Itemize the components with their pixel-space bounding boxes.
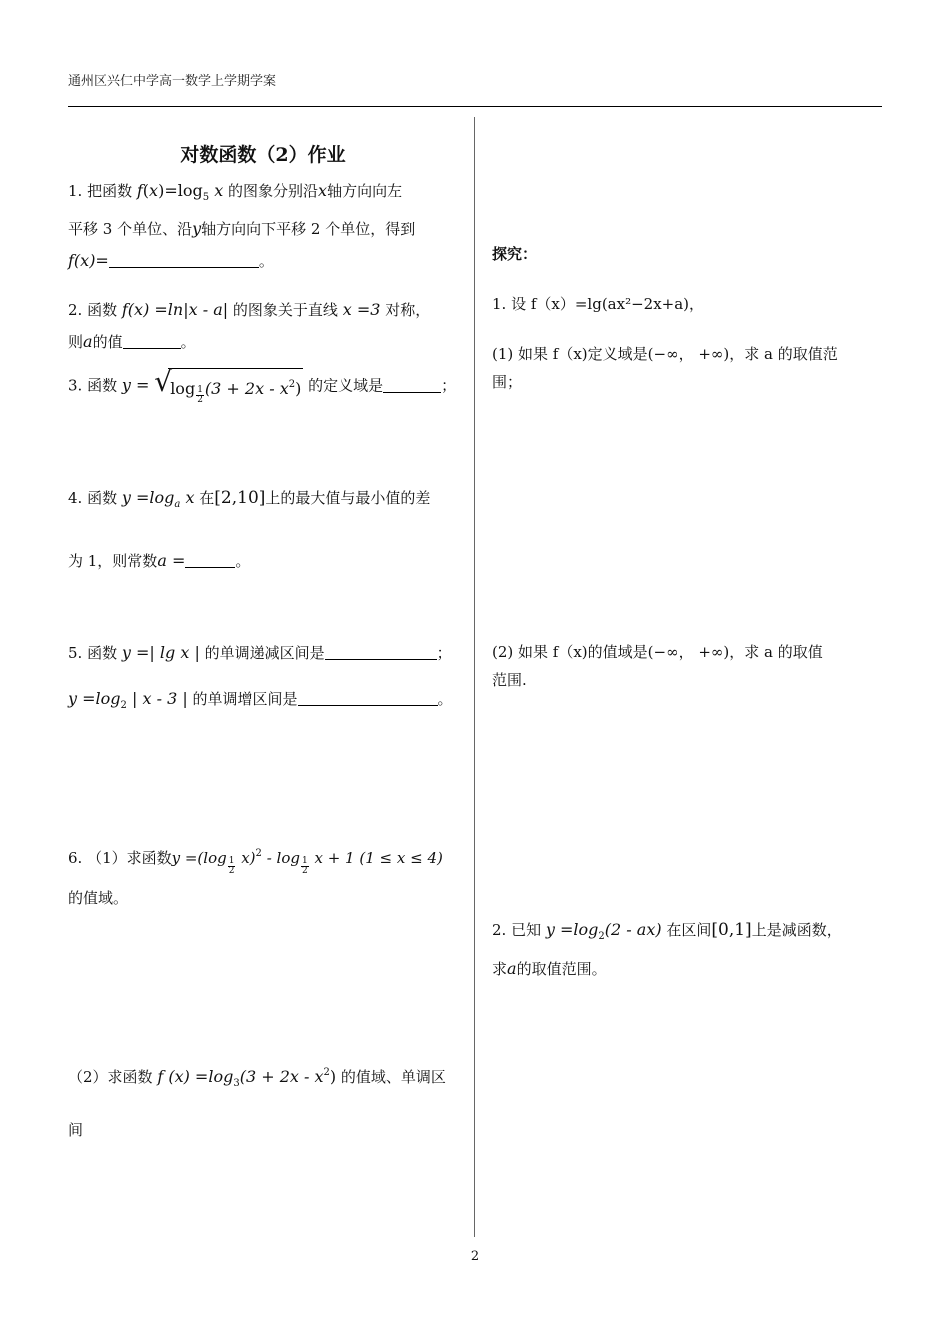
q1-x: x [149, 181, 159, 200]
e2-interval: [0,1] [711, 920, 752, 940]
page-number: 2 [470, 1249, 480, 1264]
q5-prefix: 5. 函数 [68, 644, 118, 662]
column-divider [474, 117, 475, 1237]
q6a-den2: 2 [301, 866, 308, 876]
explore-1-part-2 [492, 638, 884, 694]
q6a-frac-2 [301, 857, 309, 876]
q4-base: a [174, 499, 181, 510]
q1-eq: =log [164, 181, 203, 200]
q6a-sq: 2 [255, 848, 262, 859]
q3-den: 2 [197, 395, 203, 405]
q6a-domain: (1 ≤ x ≤ 4) [359, 849, 443, 867]
e2-text2: 上是减函数， [751, 921, 842, 939]
explore-1 [492, 290, 884, 318]
q2-formula [122, 300, 228, 319]
q2-text1: 的图象关于直线 [232, 301, 338, 319]
q6b-formula [157, 1067, 337, 1089]
q3-frac [196, 386, 204, 405]
q3-radicand [168, 368, 303, 405]
explore-heading: 探究： [492, 245, 538, 263]
q1-line2b: 轴方向向下平移 2 个单位，得到 [201, 220, 416, 238]
q6b-fb: (3 + 2x - x [239, 1067, 324, 1086]
question-6-part-2 [68, 1050, 460, 1153]
q6a-fa: y =(log [171, 849, 227, 867]
question-6-part-1 [68, 834, 460, 918]
q6a-num1: 1 [228, 856, 235, 866]
q2-line2a: 则 [68, 333, 84, 351]
e2-formula [545, 920, 662, 942]
q1-text2: 轴方向向左 [327, 182, 403, 200]
q3-prefix: 3. 函数 [68, 376, 118, 395]
q6a-frac-1 [228, 857, 236, 876]
q3-text: 的定义域是 [308, 376, 384, 395]
q4-answer-blank[interactable] [185, 551, 235, 568]
q5-end2: 。 [437, 690, 453, 708]
q6b-close: ) [329, 1067, 337, 1086]
q4-end: 。 [235, 552, 251, 570]
q1-formula [136, 181, 224, 203]
q5-end1: ； [436, 644, 452, 662]
q1-line3-lhs: f(x)= [68, 251, 109, 270]
q3-answer-blank[interactable] [383, 376, 441, 393]
q6b-text: 的值域、单调区 [340, 1068, 446, 1086]
q2-answer-blank[interactable] [123, 332, 181, 349]
q6a-formula [171, 848, 443, 876]
q2-line2b: 的值 [92, 333, 123, 351]
header-divider [68, 106, 882, 107]
q6a-prefix: 6. （1）求函数 [68, 849, 172, 867]
header-title: 通州区兴仁中学高一数学上学期学案 [68, 74, 277, 89]
q4-text1: 在 [199, 489, 215, 507]
q5-text2: 的单调增区间是 [192, 690, 298, 708]
e1-line: 1. 设 f（x）=lg(ax²−2x+a)， [492, 295, 705, 313]
q5-f2base: 2 [120, 700, 127, 711]
q2-text2: 对称， [385, 301, 431, 319]
q1-f: f [136, 181, 143, 200]
question-3 [68, 365, 460, 405]
page-title: 对数函数（2）作业 [180, 144, 346, 166]
e2-fa: y =log [545, 920, 599, 939]
q6a-fc: - log [261, 849, 300, 867]
q2-end: 。 [180, 333, 196, 351]
q3-lhs: y = [121, 375, 150, 395]
q6a-fb: x) [236, 849, 256, 867]
q4-line2a: 为 1，则常数 [68, 552, 158, 570]
explore-2 [492, 914, 884, 985]
q1-text1: 的图象分别沿 [228, 182, 319, 200]
q5-formula-1: y =| lg x | [121, 643, 200, 662]
q4-prefix: 4. 函数 [68, 489, 118, 507]
q2-line: x =3 [342, 300, 381, 319]
q4-interval: [2,10] [214, 488, 266, 508]
e2-a: a [507, 959, 517, 978]
q4-lhs: y =log [121, 488, 175, 507]
q2-ln: (x) =ln [127, 300, 184, 319]
q3-log: log [170, 379, 196, 398]
q2-a: a [83, 332, 93, 351]
q4-arg: x [185, 488, 195, 507]
q3-end: ； [441, 376, 457, 395]
q6b-line2: 间 [68, 1121, 84, 1139]
q6b-base: 3 [233, 1078, 240, 1089]
q3-sq: 2 [288, 379, 296, 390]
q5-f2a: y =log [68, 689, 121, 708]
q3-close: ) [295, 379, 302, 398]
q1-prefix: 1. 把函数 [68, 182, 133, 200]
question-2 [68, 294, 460, 358]
q1-axis-y: y [192, 219, 202, 238]
e1-sub2-a: (2) 如果 f（x)的值域是(−∞， +∞)，求 a 的取值 [492, 643, 823, 661]
q6a-line2: 的值域。 [68, 889, 129, 907]
e2-fb: (2 - ax) [604, 920, 662, 939]
q1-end: 。 [258, 252, 274, 270]
q2-f: f [121, 300, 128, 319]
q4-a-eq: a = [157, 551, 186, 570]
q3-arg: (3 + 2x - x [204, 379, 289, 398]
e1-sub1-b: 围； [492, 373, 523, 391]
e2-base: 2 [598, 931, 605, 942]
q6b-sq: 2 [323, 1067, 330, 1078]
question-1 [68, 175, 460, 277]
q4-formula [121, 488, 195, 510]
e2-line2a: 求 [492, 960, 508, 978]
question-4 [68, 470, 460, 589]
q4-text2: 上的最大值与最小值的差 [265, 489, 431, 507]
q2-prefix: 2. 函数 [68, 301, 118, 319]
q6a-den1: 2 [228, 866, 235, 876]
q5-answer-blank-2[interactable] [298, 689, 438, 706]
q1-answer-blank[interactable] [109, 251, 259, 268]
q5-formula-2 [68, 689, 188, 711]
e2-text1: 在区间 [666, 921, 712, 939]
q3-num: 1 [197, 385, 203, 395]
q6b-prefix: （2）求函数 [68, 1068, 153, 1086]
explore-1-part-1 [492, 340, 884, 396]
q1-arg: x [214, 181, 224, 200]
q6a-fd: x + 1 [309, 849, 355, 867]
e1-sub1-a: (1) 如果 f（x)定义域是(−∞， +∞)，求 a 的取值范 [492, 345, 838, 363]
q5-f2b: | x - 3 | [126, 689, 188, 708]
e2-prefix: 2. 已知 [492, 921, 542, 939]
q5-answer-blank-1[interactable] [325, 643, 437, 660]
e2-line2b: 的取值范围。 [516, 960, 607, 978]
question-5 [68, 630, 460, 729]
q5-text1: 的单调递减区间是 [204, 644, 325, 662]
sqrt-symbol-icon: √ [154, 365, 173, 398]
q1-line2a: 平移 3 个单位、沿 [68, 220, 193, 238]
q1-base: 5 [202, 192, 210, 203]
q2-abs: |x - a| [183, 300, 229, 319]
e1-sub2-b: 范围. [492, 671, 527, 689]
q6a-num2: 1 [301, 856, 308, 866]
q3-sqrt [154, 365, 303, 405]
q1-axis-x: x [318, 181, 328, 200]
q1-rp: ) [158, 181, 165, 200]
q6b-fa: f (x) =log [157, 1067, 234, 1086]
q1-lp: ( [142, 181, 150, 200]
